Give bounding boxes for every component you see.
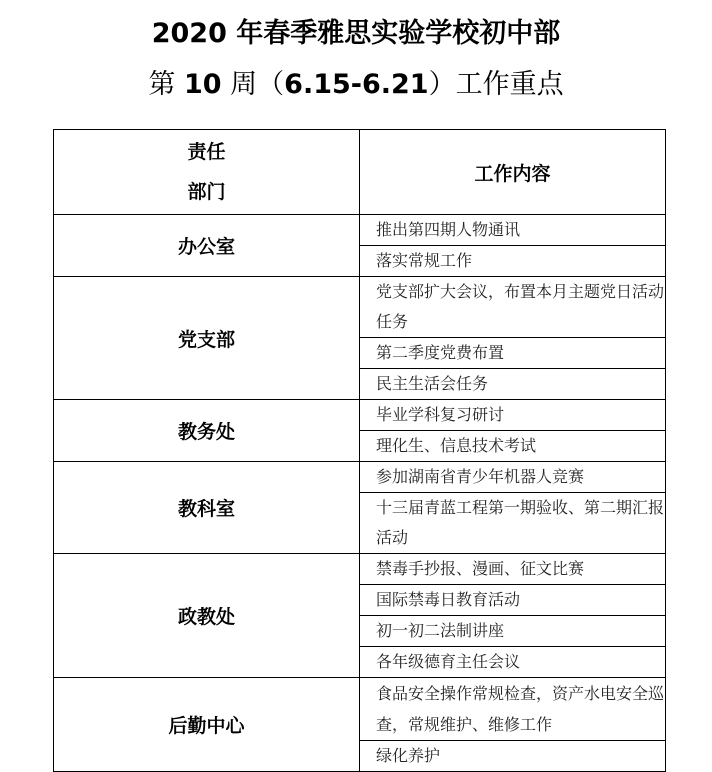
task-item: 十三届青蓝工程第一期验收、第二期汇报活动 — [360, 493, 666, 554]
subtitle-prefix: 第 — [148, 69, 184, 100]
task-item: 毕业学科复习研讨 — [360, 400, 666, 431]
header-department-line1: 责任 — [187, 141, 226, 163]
department-cell: 办公室 — [54, 215, 360, 277]
task-item: 国际禁毒日教育活动 — [360, 585, 666, 616]
department-cell: 教科室 — [54, 462, 360, 554]
task-item: 理化生、信息技术考试 — [360, 431, 666, 462]
task-item: 禁毒手抄报、漫画、征文比赛 — [360, 554, 666, 585]
header-department-line2: 部门 — [187, 181, 226, 203]
task-item: 民主生活会任务 — [360, 369, 666, 400]
table-row — [54, 678, 666, 741]
table-row — [54, 215, 666, 246]
task-item: 党支部扩大会议，布置本月主题党日活动任务 — [360, 277, 666, 338]
table-row — [54, 554, 666, 585]
department-cell: 后勤中心 — [54, 678, 360, 772]
task-item: 推出第四期人物通讯 — [360, 215, 666, 246]
department-cell: 政教处 — [54, 554, 360, 678]
task-item: 绿化养护 — [360, 741, 666, 772]
task-item: 各年级德育主任会议 — [360, 647, 666, 678]
week-number: 10 — [183, 69, 222, 100]
task-item: 食品安全操作常规检查，资产水电安全巡查，常规维护、维修工作 — [360, 678, 666, 741]
table-row — [54, 462, 666, 493]
header-department — [54, 130, 360, 215]
header-content: 工作内容 — [360, 130, 666, 215]
work-plan-table — [53, 129, 666, 772]
task-item: 第二季度党费布置 — [360, 338, 666, 369]
department-cell: 教务处 — [54, 400, 360, 462]
subtitle-mid: 周（ — [221, 69, 285, 100]
date-range: 6.15-6.21 — [284, 69, 429, 100]
task-item: 落实常规工作 — [360, 246, 666, 277]
department-cell: 党支部 — [54, 277, 360, 400]
table-row — [54, 400, 666, 431]
document-subtitle — [0, 67, 712, 103]
document-title: 2020 年春季雅思实验学校初中部 — [151, 18, 561, 49]
table-row — [54, 277, 666, 338]
table-header-row — [54, 130, 666, 215]
task-item: 初一初二法制讲座 — [360, 616, 666, 647]
task-item: 参加湖南省青少年机器人竞赛 — [360, 462, 666, 493]
subtitle-suffix: ）工作重点 — [428, 69, 564, 100]
